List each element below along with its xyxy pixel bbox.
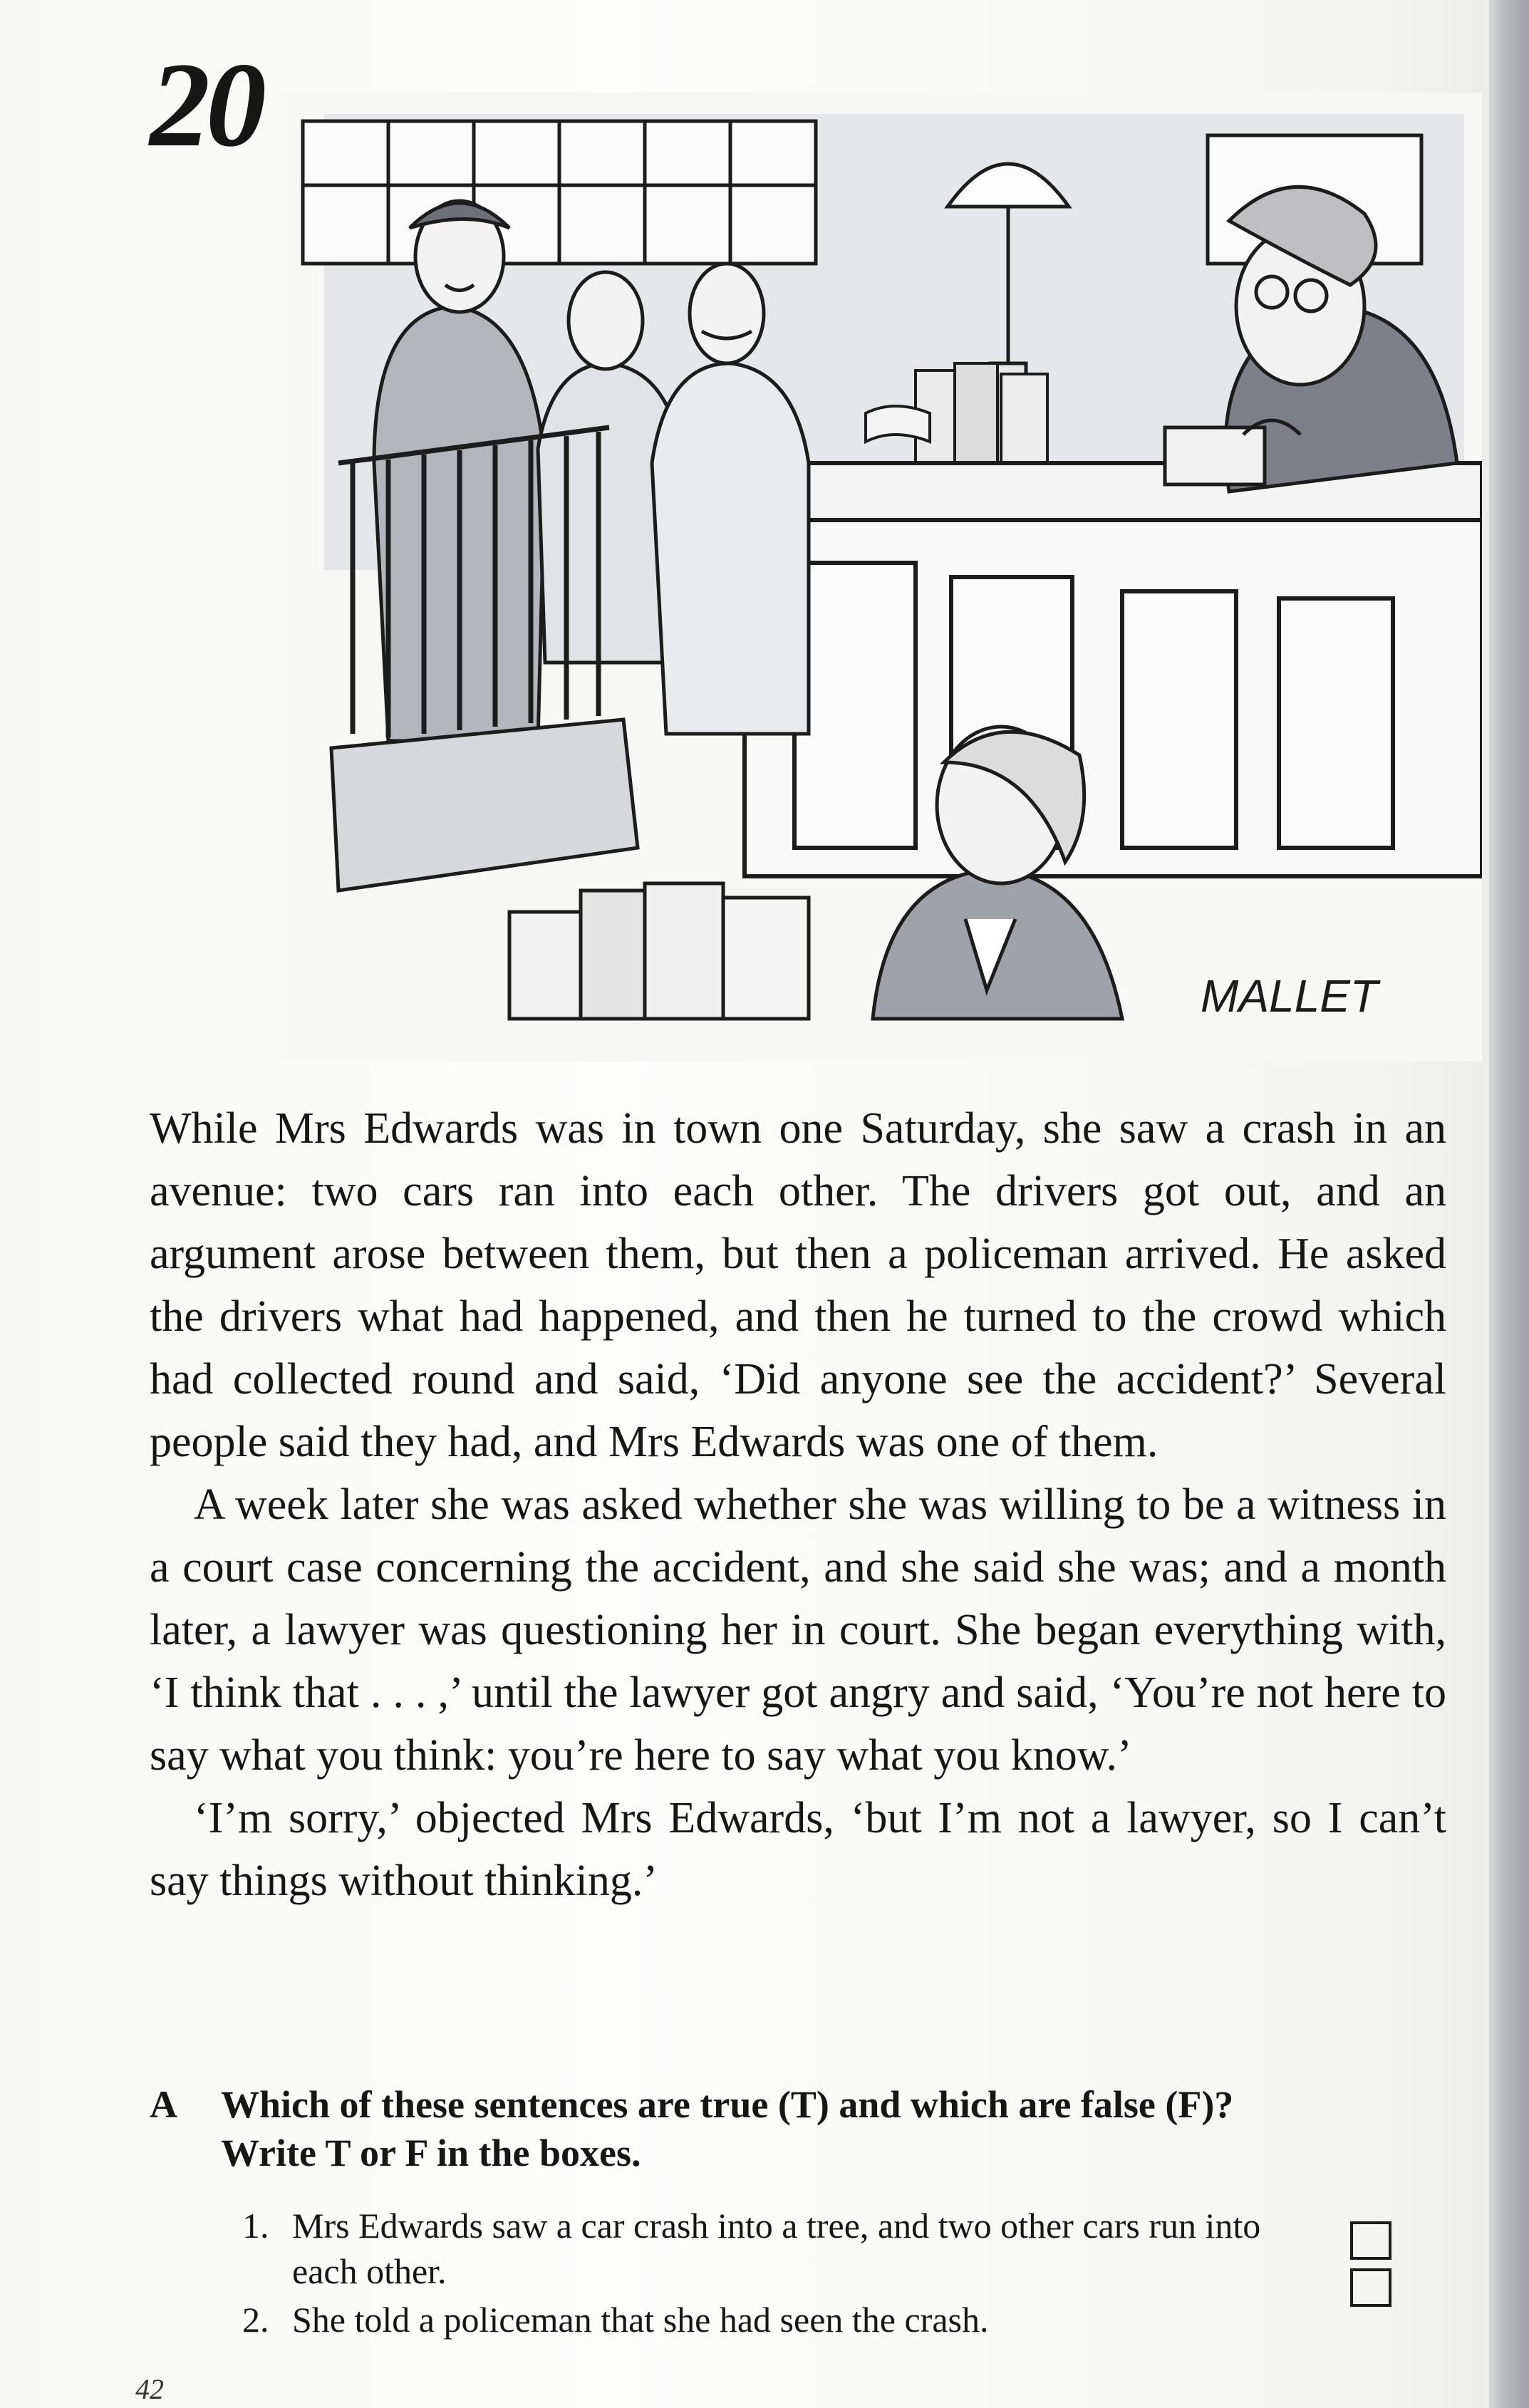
exercise-question-line-2: Write T or F in the boxes. bbox=[221, 2132, 641, 2174]
story-text bbox=[150, 1097, 1446, 1912]
answer-boxes bbox=[1350, 2221, 1391, 2315]
answer-box-1[interactable] bbox=[1350, 2221, 1391, 2260]
page-edge-shadow bbox=[1489, 0, 1529, 2408]
item-text: She told a policeman that she had seen the crash. bbox=[292, 2300, 989, 2340]
exercise-letter: A bbox=[150, 2083, 177, 2126]
window bbox=[303, 121, 816, 264]
unit-number: 20 bbox=[150, 38, 262, 172]
exercise-item bbox=[242, 2203, 1446, 2294]
artist-signature: MALLET bbox=[1201, 970, 1378, 1022]
answer-box-2[interactable] bbox=[1350, 2268, 1391, 2307]
item-number: 2. bbox=[242, 2300, 269, 2340]
exercise-item bbox=[242, 2297, 1446, 2342]
exercise-items bbox=[150, 2203, 1446, 2342]
page-number: 42 bbox=[135, 2373, 164, 2405]
exercise-a bbox=[150, 2080, 1446, 2345]
exercise-heading bbox=[150, 2080, 1446, 2177]
story-paragraph-1: While Mrs Edwards was in town one Saturday, she saw a crash in an avenue: two cars ran into each other. The drivers got out, and an argument arose between them, but then a policeman arrived. He asked the drivers what had happened, and then he turned to the crowd which had collected round and said, ‘Did anyone see the accident?’ Several people said they had, and Mrs Edwards was one of them. bbox=[150, 1104, 1446, 1466]
judges-bench bbox=[737, 463, 1482, 876]
courtroom-illustration bbox=[281, 93, 1482, 1062]
exercise-question bbox=[221, 2080, 1446, 2177]
item-text: Mrs Edwards saw a car crash into a tree, and two other cars run into each other. bbox=[292, 2206, 1261, 2291]
story-paragraph-3: ‘I’m sorry,’ objected Mrs Edwards, ‘but I’m not a lawyer, so I can’t say things without thinking.’ bbox=[150, 1794, 1446, 1905]
item-number: 1. bbox=[242, 2206, 269, 2246]
story-paragraph-2: A week later she was asked whether she was willing to be a witness in a court case concerning the accident, and she said she was; and a month later, a lawyer was questioning her in court. She began everything with, ‘I think that . . . ,’ until the lawyer got angry and said, ‘You’re not here to say what you think: you’re here to say what you know.’ bbox=[150, 1480, 1446, 1780]
exercise-question-line-1: Which of these sentences are true (T) and which are false (F)? bbox=[221, 2083, 1234, 2126]
